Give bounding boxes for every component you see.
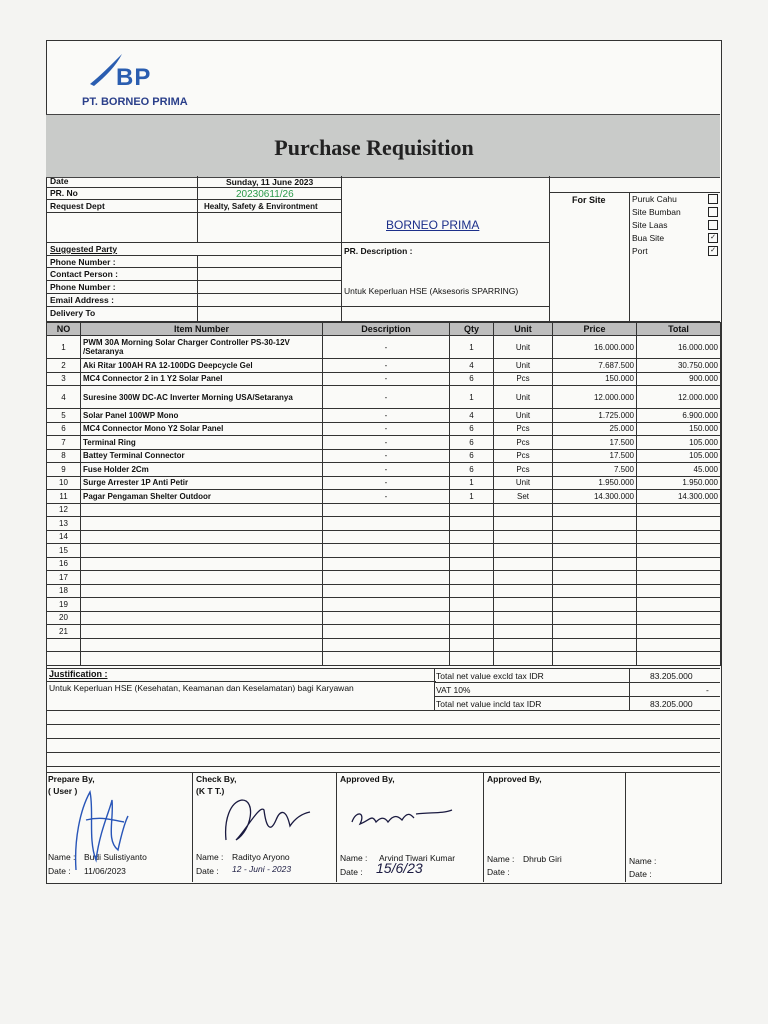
table-row: [47, 476, 721, 490]
cell-unit: Pcs: [494, 449, 553, 463]
col-no: NO: [47, 323, 81, 336]
cell-no: 5: [47, 409, 81, 423]
cell-qty: 6: [450, 372, 494, 386]
totals-block: [46, 668, 720, 768]
cell-price: [553, 598, 637, 612]
prepare-by-date-label: Date :: [48, 866, 71, 876]
cell-qty: [450, 652, 494, 666]
table-row: [47, 409, 721, 423]
cell-item: [81, 638, 323, 652]
cell-price: 17.500: [553, 449, 637, 463]
cell-no: 21: [47, 625, 81, 639]
cell-unit: [494, 584, 553, 598]
prepare-by-date: 11/06/2023: [84, 866, 126, 876]
cell-item: Solar Panel 100WP Mono: [81, 409, 323, 423]
cell-total: [637, 611, 721, 625]
check-by-role: (K T T.): [196, 786, 225, 796]
approved-by-1-name: Arvind Tiwari Kumar: [379, 853, 456, 863]
net-incl-value: 83.205.000: [650, 699, 693, 709]
request-dept-label: Request Dept: [50, 201, 105, 211]
cell-no: 14: [47, 530, 81, 544]
cell-no: 3: [47, 372, 81, 386]
cell-unit: Set: [494, 490, 553, 504]
request-dept-value: Healty, Safety & Environtment: [204, 202, 318, 211]
cell-unit: [494, 638, 553, 652]
cell-unit: Unit: [494, 386, 553, 409]
signature-check-icon: [216, 790, 316, 850]
cell-price: [553, 517, 637, 531]
cell-unit: [494, 598, 553, 612]
net-excl-label: Total net value excld tax IDR: [436, 671, 544, 681]
cell-item: MC4 Connector 2 in 1 Y2 Solar Panel: [81, 372, 323, 386]
cell-no: 1: [47, 336, 81, 359]
cell-item: [81, 625, 323, 639]
approved-by-2-title: Approved By,: [487, 774, 542, 784]
vat-label: VAT 10%: [436, 685, 471, 695]
cell-item: [81, 503, 323, 517]
pr-no-label: PR. No: [50, 188, 78, 198]
site-option-port[interactable]: Port ✓: [632, 246, 718, 259]
site-option-bumban[interactable]: Site Bumban: [632, 207, 718, 220]
cell-item: [81, 652, 323, 666]
cell-no: 11: [47, 490, 81, 504]
cell-unit: Unit: [494, 476, 553, 490]
table-row: [47, 386, 721, 409]
cell-price: 16.000.000: [553, 336, 637, 359]
approved-by-2-name-label: Name :: [487, 854, 515, 864]
site-option-puruk-cahu[interactable]: Puruk Cahu: [632, 194, 718, 207]
suggested-party-label: Suggested Party: [50, 244, 118, 254]
cell-total: [637, 544, 721, 558]
table-header-row: [47, 323, 721, 336]
table-row: [47, 557, 721, 571]
cell-price: 17.500: [553, 436, 637, 450]
cell-no: 15: [47, 544, 81, 558]
cell-no: 18: [47, 584, 81, 598]
table-row: [47, 359, 721, 373]
cell-item: [81, 571, 323, 585]
for-site-label: For Site: [572, 195, 606, 205]
table-row: [47, 544, 721, 558]
cell-unit: Unit: [494, 409, 553, 423]
table-row: [47, 584, 721, 598]
cell-price: [553, 503, 637, 517]
cell-unit: Pcs: [494, 463, 553, 477]
cell-qty: [450, 584, 494, 598]
cell-qty: 4: [450, 359, 494, 373]
cell-total: 150.000: [637, 422, 721, 436]
table-row: [47, 490, 721, 504]
cell-unit: Unit: [494, 359, 553, 373]
cell-total: [637, 652, 721, 666]
cell-no: 13: [47, 517, 81, 531]
table-row: [47, 449, 721, 463]
cell-qty: [450, 638, 494, 652]
table-row: [47, 372, 721, 386]
cell-qty: 4: [450, 409, 494, 423]
justification-label: Justification :: [49, 669, 108, 679]
checkbox-port[interactable]: ✓: [708, 246, 718, 256]
justification-value: Untuk Keperluan HSE (Kesehatan, Keamanan dan Keselamatan) bagi Karyawan: [49, 683, 354, 693]
cell-price: [553, 557, 637, 571]
cell-item: Fuse Holder 2Cm: [81, 463, 323, 477]
cell-total: [637, 598, 721, 612]
cell-desc: -: [323, 463, 450, 477]
check-by-name: Radityo Aryono: [232, 852, 290, 862]
prepare-by-name-label: Name :: [48, 852, 76, 862]
cell-price: 12.000.000: [553, 386, 637, 409]
cell-item: Aki Ritar 100AH RA 12-100DG Deepcycle Gel: [81, 359, 323, 373]
cell-item: [81, 584, 323, 598]
cell-unit: Pcs: [494, 372, 553, 386]
cell-price: [553, 584, 637, 598]
cell-no: [47, 638, 81, 652]
cell-price: 14.300.000: [553, 490, 637, 504]
cell-price: [553, 544, 637, 558]
cell-item: [81, 530, 323, 544]
cell-desc: -: [323, 422, 450, 436]
checkbox-bua[interactable]: ✓: [708, 233, 718, 243]
cell-unit: [494, 611, 553, 625]
cell-qty: 6: [450, 422, 494, 436]
cell-total: 6.900.000: [637, 409, 721, 423]
table-row: [47, 625, 721, 639]
cell-desc: -: [323, 359, 450, 373]
cell-total: 1.950.000: [637, 476, 721, 490]
cell-no: 7: [47, 436, 81, 450]
cell-desc: [323, 557, 450, 571]
cell-no: 10: [47, 476, 81, 490]
col-description: Description: [323, 323, 450, 336]
table-row: [47, 652, 721, 666]
title-bar: [46, 114, 720, 178]
cell-desc: -: [323, 409, 450, 423]
phone-number2-label: Phone Number :: [50, 282, 116, 292]
cell-no: 9: [47, 463, 81, 477]
cell-no: 4: [47, 386, 81, 409]
table-row: [47, 638, 721, 652]
prepare-by-role: ( User ): [48, 786, 78, 796]
cell-no: 20: [47, 611, 81, 625]
cell-no: 16: [47, 557, 81, 571]
signature-block: [46, 772, 720, 882]
cell-total: 105.000: [637, 449, 721, 463]
approved-by-2-date-label: Date :: [487, 867, 510, 877]
table-row: [47, 336, 721, 359]
cell-qty: [450, 625, 494, 639]
cell-qty: [450, 530, 494, 544]
cell-desc: [323, 584, 450, 598]
cell-total: [637, 571, 721, 585]
cell-qty: [450, 517, 494, 531]
cell-item: [81, 598, 323, 612]
cell-price: 150.000: [553, 372, 637, 386]
cell-desc: [323, 598, 450, 612]
cell-unit: [494, 557, 553, 571]
cell-item: MC4 Connector Mono Y2 Solar Panel: [81, 422, 323, 436]
pr-no-value: 20230611/26: [236, 189, 294, 200]
table-row: [47, 517, 721, 531]
date-label: Date: [50, 176, 69, 186]
delivery-to-label: Delivery To: [50, 308, 96, 318]
cell-price: [553, 625, 637, 639]
cell-qty: 1: [450, 476, 494, 490]
items-table: [46, 322, 721, 666]
cell-qty: [450, 503, 494, 517]
cell-unit: [494, 544, 553, 558]
check-by-date: 12 - Juni - 2023: [232, 864, 292, 874]
net-incl-label: Total net value incld tax IDR: [436, 699, 542, 709]
cell-qty: 1: [450, 386, 494, 409]
cell-price: [553, 638, 637, 652]
cell-no: 17: [47, 571, 81, 585]
cell-total: 45.000: [637, 463, 721, 477]
cell-item: Surge Arrester 1P Anti Petir: [81, 476, 323, 490]
cell-unit: Pcs: [494, 422, 553, 436]
table-row: [47, 611, 721, 625]
cell-desc: [323, 544, 450, 558]
info-block: [46, 176, 720, 322]
cell-price: 7.687.500: [553, 359, 637, 373]
cell-item: [81, 517, 323, 531]
cell-qty: 1: [450, 336, 494, 359]
cell-desc: [323, 638, 450, 652]
checkbox-laas[interactable]: [708, 220, 718, 230]
cell-total: [637, 625, 721, 639]
cell-desc: -: [323, 476, 450, 490]
cell-item: Battey Terminal Connector: [81, 449, 323, 463]
cell-qty: 6: [450, 463, 494, 477]
cell-total: 12.000.000: [637, 386, 721, 409]
cell-desc: [323, 625, 450, 639]
site-options: [632, 194, 718, 259]
checkbox-bumban[interactable]: [708, 207, 718, 217]
cell-item: PWM 30A Morning Solar Charger Controller PS-30-12V /Setaranya: [81, 336, 323, 359]
cell-qty: 6: [450, 449, 494, 463]
cell-no: 2: [47, 359, 81, 373]
cell-total: 900.000: [637, 372, 721, 386]
table-row: [47, 422, 721, 436]
cell-unit: Unit: [494, 336, 553, 359]
cell-qty: 6: [450, 436, 494, 450]
check-by-date-label: Date :: [196, 866, 219, 876]
phone-number-label: Phone Number :: [50, 257, 116, 267]
table-row: [47, 530, 721, 544]
cell-item: Pagar Pengaman Shelter Outdoor: [81, 490, 323, 504]
cell-price: 7.500: [553, 463, 637, 477]
approved-by-1-date: 15/6/23: [376, 860, 423, 876]
company-name-center: BORNEO PRIMA: [386, 218, 480, 232]
cell-qty: 1: [450, 490, 494, 504]
signature-prepare-icon: [66, 780, 136, 875]
cell-qty: [450, 611, 494, 625]
site-option-laas[interactable]: Site Laas: [632, 220, 718, 233]
company-name: PT. BORNEO PRIMA: [82, 96, 188, 108]
cell-desc: -: [323, 490, 450, 504]
cell-unit: [494, 530, 553, 544]
cell-desc: -: [323, 449, 450, 463]
cell-unit: [494, 517, 553, 531]
cell-desc: [323, 503, 450, 517]
checkbox-puruk-cahu[interactable]: [708, 194, 718, 204]
check-by-title: Check By,: [196, 774, 237, 784]
prepare-by-title: Prepare By,: [48, 774, 95, 784]
cell-item: Suresine 300W DC-AC Inverter Morning USA/Setaranya: [81, 386, 323, 409]
cell-desc: -: [323, 386, 450, 409]
pr-description-value: Untuk Keperluan HSE (Aksesoris SPARRING): [344, 286, 519, 296]
cell-total: [637, 638, 721, 652]
cell-item: [81, 557, 323, 571]
cell-no: 8: [47, 449, 81, 463]
cell-desc: [323, 652, 450, 666]
cell-total: [637, 517, 721, 531]
table-row: [47, 598, 721, 612]
col-qty: Qty: [450, 323, 494, 336]
approved-by-2-name: Dhrub Giri: [523, 854, 562, 864]
cell-total: 105.000: [637, 436, 721, 450]
cell-desc: -: [323, 372, 450, 386]
col-price: Price: [553, 323, 637, 336]
cell-price: [553, 571, 637, 585]
cell-total: 30.750.000: [637, 359, 721, 373]
email-label: Email Address :: [50, 295, 114, 305]
pr-description-label: PR. Description :: [344, 246, 413, 256]
cell-total: [637, 557, 721, 571]
cell-desc: -: [323, 436, 450, 450]
cell-unit: [494, 652, 553, 666]
cell-desc: -: [323, 336, 450, 359]
cell-no: [47, 652, 81, 666]
cell-item: [81, 611, 323, 625]
cell-unit: [494, 503, 553, 517]
prepare-by-name: Budi Sulistiyanto: [84, 852, 147, 862]
cell-price: [553, 652, 637, 666]
cell-qty: [450, 571, 494, 585]
cell-total: 16.000.000: [637, 336, 721, 359]
cell-desc: [323, 530, 450, 544]
site-option-bua[interactable]: Bua Site ✓: [632, 233, 718, 246]
cell-price: 25.000: [553, 422, 637, 436]
cell-total: [637, 503, 721, 517]
cell-price: [553, 611, 637, 625]
cell-total: [637, 584, 721, 598]
table-row: [47, 503, 721, 517]
col-item-number: Item Number: [81, 323, 323, 336]
cell-desc: [323, 611, 450, 625]
cell-item: Terminal Ring: [81, 436, 323, 450]
cell-desc: [323, 571, 450, 585]
signature-approve-1-icon: [346, 796, 456, 836]
cell-price: 1.950.000: [553, 476, 637, 490]
cell-unit: [494, 625, 553, 639]
check-by-name-label: Name :: [196, 852, 224, 862]
approved-by-3-name-label: Name :: [629, 856, 657, 866]
cell-qty: [450, 544, 494, 558]
cell-desc: [323, 517, 450, 531]
table-row: [47, 571, 721, 585]
cell-item: [81, 544, 323, 558]
cell-no: 19: [47, 598, 81, 612]
page-title: Purchase Requisition: [274, 135, 474, 160]
cell-unit: Pcs: [494, 436, 553, 450]
cell-total: [637, 530, 721, 544]
col-unit: Unit: [494, 323, 553, 336]
vat-value: -: [706, 685, 709, 695]
contact-person-label: Contact Person :: [50, 269, 119, 279]
cell-no: 6: [47, 422, 81, 436]
cell-unit: [494, 571, 553, 585]
approved-by-1-title: Approved By,: [340, 774, 395, 784]
approved-by-1-date-label: Date :: [340, 867, 363, 877]
logo-text: BP: [116, 64, 152, 91]
cell-total: 14.300.000: [637, 490, 721, 504]
cell-no: 12: [47, 503, 81, 517]
net-excl-value: 83.205.000: [650, 671, 693, 681]
cell-qty: [450, 557, 494, 571]
table-row: [47, 463, 721, 477]
table-row: [47, 436, 721, 450]
date-value: Sunday, 11 June 2023: [226, 177, 314, 187]
approved-by-3-date-label: Date :: [629, 869, 652, 879]
cell-qty: [450, 598, 494, 612]
approved-by-1-name-label: Name :: [340, 853, 368, 863]
col-total: Total: [637, 323, 721, 336]
cell-price: [553, 530, 637, 544]
cell-price: 1.725.000: [553, 409, 637, 423]
